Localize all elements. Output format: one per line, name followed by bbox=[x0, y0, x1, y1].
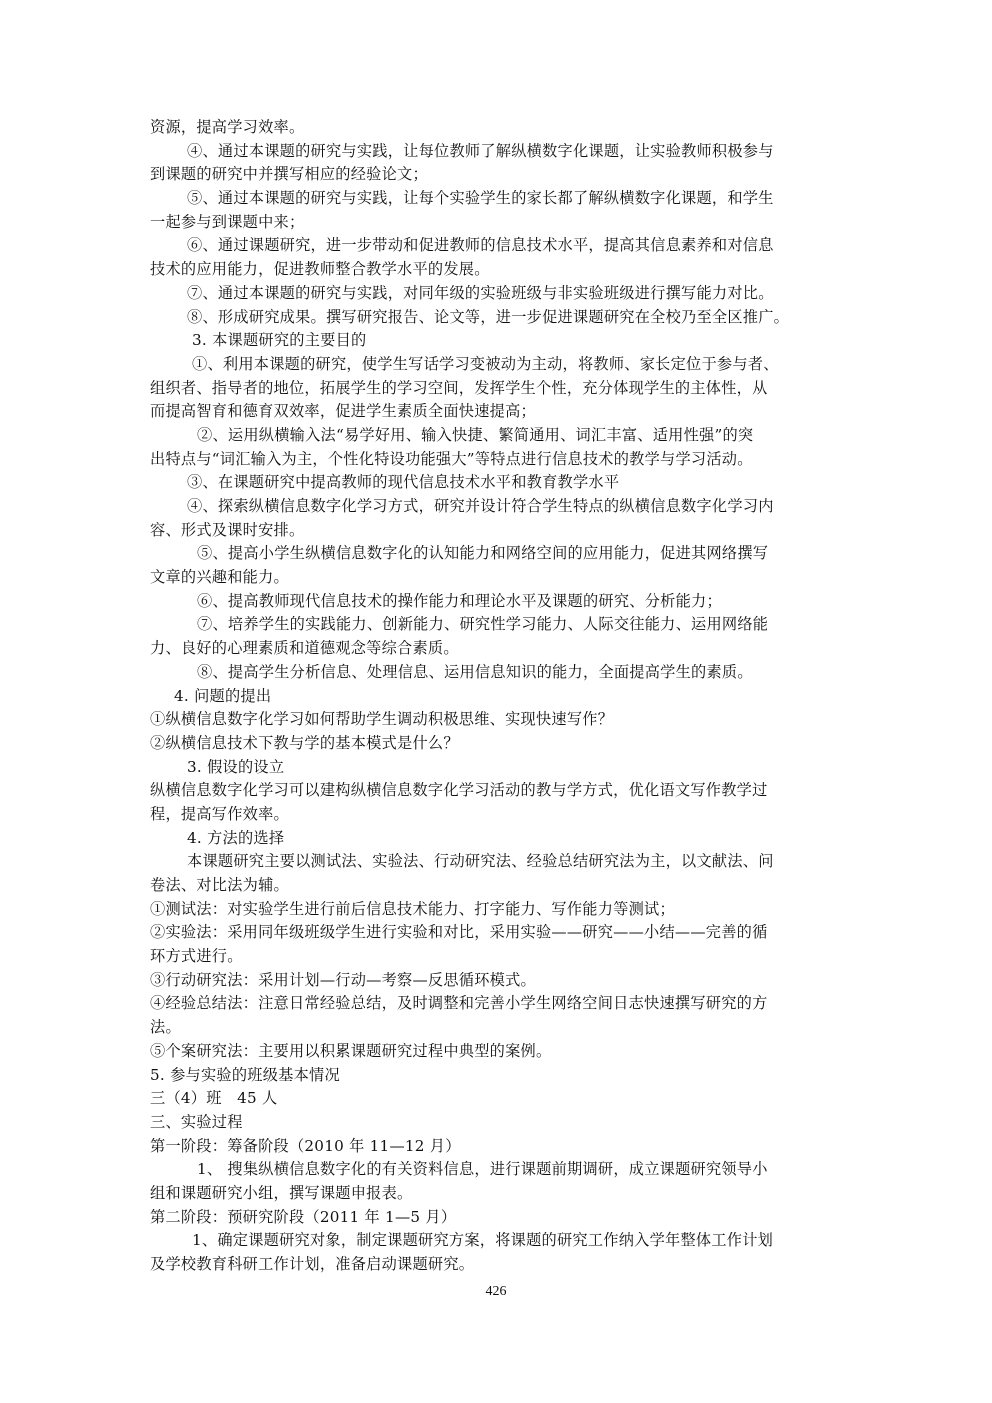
section-heading: 4. 方法的选择 bbox=[187, 828, 285, 847]
text-line: 容、形式及课时安排。 bbox=[150, 520, 305, 539]
text-line: 纵横信息数字化学习可以建构纵横信息数字化学习活动的教与学方式，优化语文写作教学过 bbox=[150, 781, 768, 800]
text-line: 本课题研究主要以测试法、实验法、行动研究法、经验总结研究法为主，以文献法、问 bbox=[187, 852, 774, 871]
text-line: 法。 bbox=[150, 1018, 181, 1037]
text-line: 1、 搜集纵横信息数字化的有关资料信息，进行课题前期调研，成立课题研究领导小 bbox=[197, 1160, 768, 1179]
text-line: ③、在课题研究中提高教师的现代信息技术水平和教育教学水平 bbox=[187, 473, 620, 492]
text-line: 及学校教育科研工作计划，准备启动课题研究。 bbox=[150, 1255, 475, 1273]
text-line: 卷法、对比法为辅。 bbox=[150, 876, 289, 894]
text-line: 一起参与到课题中来； bbox=[150, 212, 305, 231]
section-heading: 三、实验过程 bbox=[150, 1112, 243, 1131]
text-line: ①测试法：对实验学生进行前后信息技术能力、打字能力、写作能力等测试； bbox=[150, 899, 675, 918]
text-line: ⑥、提高教师现代信息技术的操作能力和理论水平及课题的研究、分析能力； bbox=[197, 591, 722, 610]
text-line: ⑧、形成研究成果。撰写研究报告、论文等，进一步促进课题研究在全校乃至全区推广。 bbox=[187, 307, 790, 326]
text-line: ①、利用本课题的研究，使学生写话学习变被动为主动，将教师、家长定位于参与者、 bbox=[192, 354, 779, 373]
text-line: ④、通过本课题的研究与实践，让每位教师了解纵横数字化课题，让实验教师积极参与 bbox=[187, 141, 774, 160]
text-line: 程，提高写作效率。 bbox=[150, 804, 289, 823]
text-line: ③行动研究法：采用计划—行动—考察—反思循环模式。 bbox=[150, 970, 536, 989]
text-line: ⑦、培养学生的实践能力、创新能力、研究性学习能力、人际交往能力、运用网络能 bbox=[197, 615, 769, 634]
text-line: ④经验总结法：注意日常经验总结，及时调整和完善小学生网络空间日志快速撰写研究的方 bbox=[150, 994, 768, 1013]
text-line: 资源，提高学习效率。 bbox=[150, 118, 305, 136]
text-line: 组织者、指导者的地位，拓展学生的学习空间，发挥学生个性，充分体现学生的主体性，从 bbox=[150, 378, 768, 397]
section-heading: 4. 问题的提出 bbox=[174, 686, 272, 705]
section-heading: 第一阶段：筹备阶段（2010 年 11—12 月） bbox=[150, 1136, 461, 1155]
section-heading: 3. 假设的设立 bbox=[187, 757, 285, 776]
text-line: 组和课题研究小组，撰写课题申报表。 bbox=[150, 1183, 413, 1202]
section-heading: 第二阶段：预研究阶段（2011 年 1—5 月） bbox=[150, 1207, 457, 1226]
text-line: ⑦、通过本课题的研究与实践，对同年级的实验班级与非实验班级进行撰写能力对比。 bbox=[187, 283, 774, 302]
section-heading: 3. 本课题研究的主要目的 bbox=[192, 331, 367, 350]
text-line: 文章的兴趣和能力。 bbox=[150, 568, 289, 587]
text-line: 三（4）班 45 人 bbox=[150, 1089, 278, 1108]
text-line: ①纵横信息数字化学习如何帮助学生调动积极思维、实现快速写作？ bbox=[150, 710, 614, 729]
text-line: 到课题的研究中并撰写相应的经验论文； bbox=[150, 165, 428, 184]
text-line: ⑤个案研究法：主要用以积累课题研究过程中典型的案例。 bbox=[150, 1041, 552, 1060]
text-line: ⑤、通过本课题的研究与实践，让每个实验学生的家长都了解纵横数字化课题，和学生 bbox=[187, 189, 774, 208]
text-line: ④、探索纵横信息数字化学习方式，研究并设计符合学生特点的纵横信息数字化学习内 bbox=[187, 497, 774, 515]
text-line: 环方式进行。 bbox=[150, 947, 243, 966]
page-number: 426 bbox=[485, 1284, 507, 1299]
text-line: 而提高智育和德育双效率，促进学生素质全面快速提高； bbox=[150, 402, 536, 421]
text-line: ②纵横信息技术下教与学的基本模式是什么？ bbox=[150, 733, 459, 752]
text-line: ⑥、通过课题研究，进一步带动和促进教师的信息技术水平，提高其信息素养和对信息 bbox=[187, 236, 774, 255]
text-line: ②实验法：采用同年级班级学生进行实验和对比，采用实验——研究——小结——完善的循 bbox=[150, 923, 768, 942]
text-line: 1、确定课题研究对象，制定课题研究方案，将课题的研究工作纳入学年整体工作计划 bbox=[192, 1231, 774, 1250]
text-line: 技术的应用能力，促进教师整合教学水平的发展。 bbox=[150, 260, 490, 279]
body-text bbox=[150, 116, 842, 1277]
text-line: 出特点与“词汇输入为主，个性化特设功能强大”等特点进行信息技术的教学与学习活动。 bbox=[150, 449, 753, 468]
text-line: ②、运用纵横输入法“易学好用、输入快捷、繁简通用、词汇丰富、适用性强”的突 bbox=[197, 425, 754, 444]
text-line: ⑧、提高学生分析信息、处理信息、运用信息知识的能力，全面提高学生的素质。 bbox=[197, 662, 753, 681]
text-line: 力、良好的心理素质和道德观念等综合素质。 bbox=[150, 639, 459, 658]
text-line: ⑤、提高小学生纵横信息数字化的认知能力和网络空间的应用能力，促进其网络撰写 bbox=[197, 544, 769, 563]
section-heading: 5. 参与实验的班级基本情况 bbox=[150, 1065, 340, 1084]
